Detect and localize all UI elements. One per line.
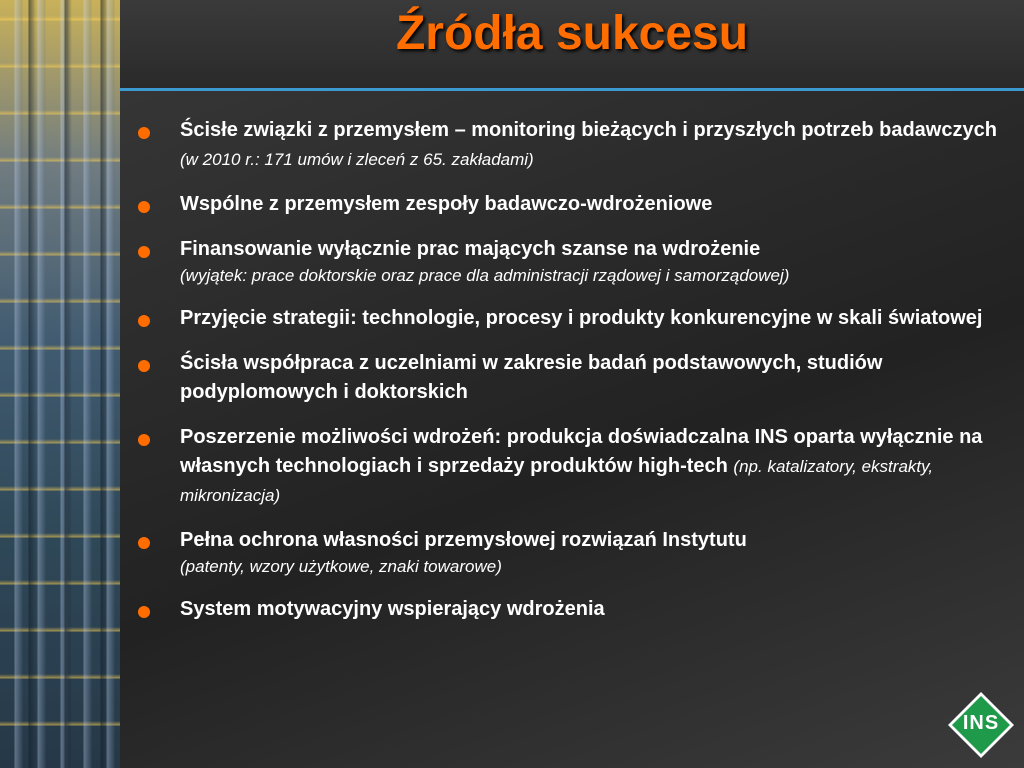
bullet-list bbox=[138, 116, 1008, 640]
bullet-item bbox=[138, 116, 1008, 174]
bullet-item bbox=[138, 526, 1008, 579]
bullet-dot-icon bbox=[138, 127, 150, 139]
ins-logo bbox=[946, 690, 1016, 760]
bullet-item bbox=[138, 595, 1008, 624]
bullet-item bbox=[138, 190, 1008, 219]
bullet-note: (wyjątek: prace doktorskie oraz prace dla administracji rządowej i samorządowej) bbox=[180, 266, 790, 285]
bullet-item bbox=[138, 235, 1008, 288]
bullet-text: Finansowanie wyłącznie prac mających szanse na wdrożenie bbox=[180, 238, 761, 260]
bullet-dot-icon bbox=[138, 606, 150, 618]
bullet-item bbox=[138, 423, 1008, 510]
slide-title: Źródła sukcesu bbox=[395, 7, 749, 60]
bullet-text: Poszerzenie możliwości wdrożeń: produkcja doświadczalna INS oparta wyłącznie na własnych technologiach i sprzedaży produktów high-tech bbox=[180, 426, 983, 477]
bullet-dot-icon bbox=[138, 537, 150, 549]
logo-text: INS bbox=[962, 712, 1000, 734]
bullet-text: Ścisła współpraca z uczelniami w zakresie badań podstawowych, studiów podyplomowych i doktorskich bbox=[180, 352, 883, 403]
bullet-note: (np. katalizatory, ekstrakty, mikronizacja) bbox=[180, 457, 934, 505]
bullet-text: Ścisłe związki z przemysłem – monitoring bieżących i przyszłych potrzeb badawczych bbox=[180, 119, 997, 141]
bullet-item bbox=[138, 349, 1008, 407]
industrial-plant-photo bbox=[0, 0, 120, 768]
bullet-dot-icon bbox=[138, 315, 150, 327]
bullet-dot-icon bbox=[138, 434, 150, 446]
bullet-note: (patenty, wzory użytkowe, znaki towarowe) bbox=[180, 557, 502, 576]
bullet-text: Przyjęcie strategii: technologie, procesy i produkty konkurencyjne w skali światowej bbox=[180, 307, 983, 329]
bullet-dot-icon bbox=[138, 360, 150, 372]
bullet-item bbox=[138, 304, 1008, 333]
bullet-dot-icon bbox=[138, 246, 150, 258]
bullet-text: Pełna ochrona własności przemysłowej rozwiązań Instytutu bbox=[180, 529, 747, 551]
title-divider bbox=[120, 88, 1024, 91]
bullet-note: (w 2010 r.: 171 umów i zleceń z 65. zakładami) bbox=[180, 150, 534, 169]
bullet-dot-icon bbox=[138, 201, 150, 213]
bullet-text: System motywacyjny wspierający wdrożenia bbox=[180, 598, 605, 620]
bullet-text: Wspólne z przemysłem zespoły badawczo-wdrożeniowe bbox=[180, 193, 713, 215]
